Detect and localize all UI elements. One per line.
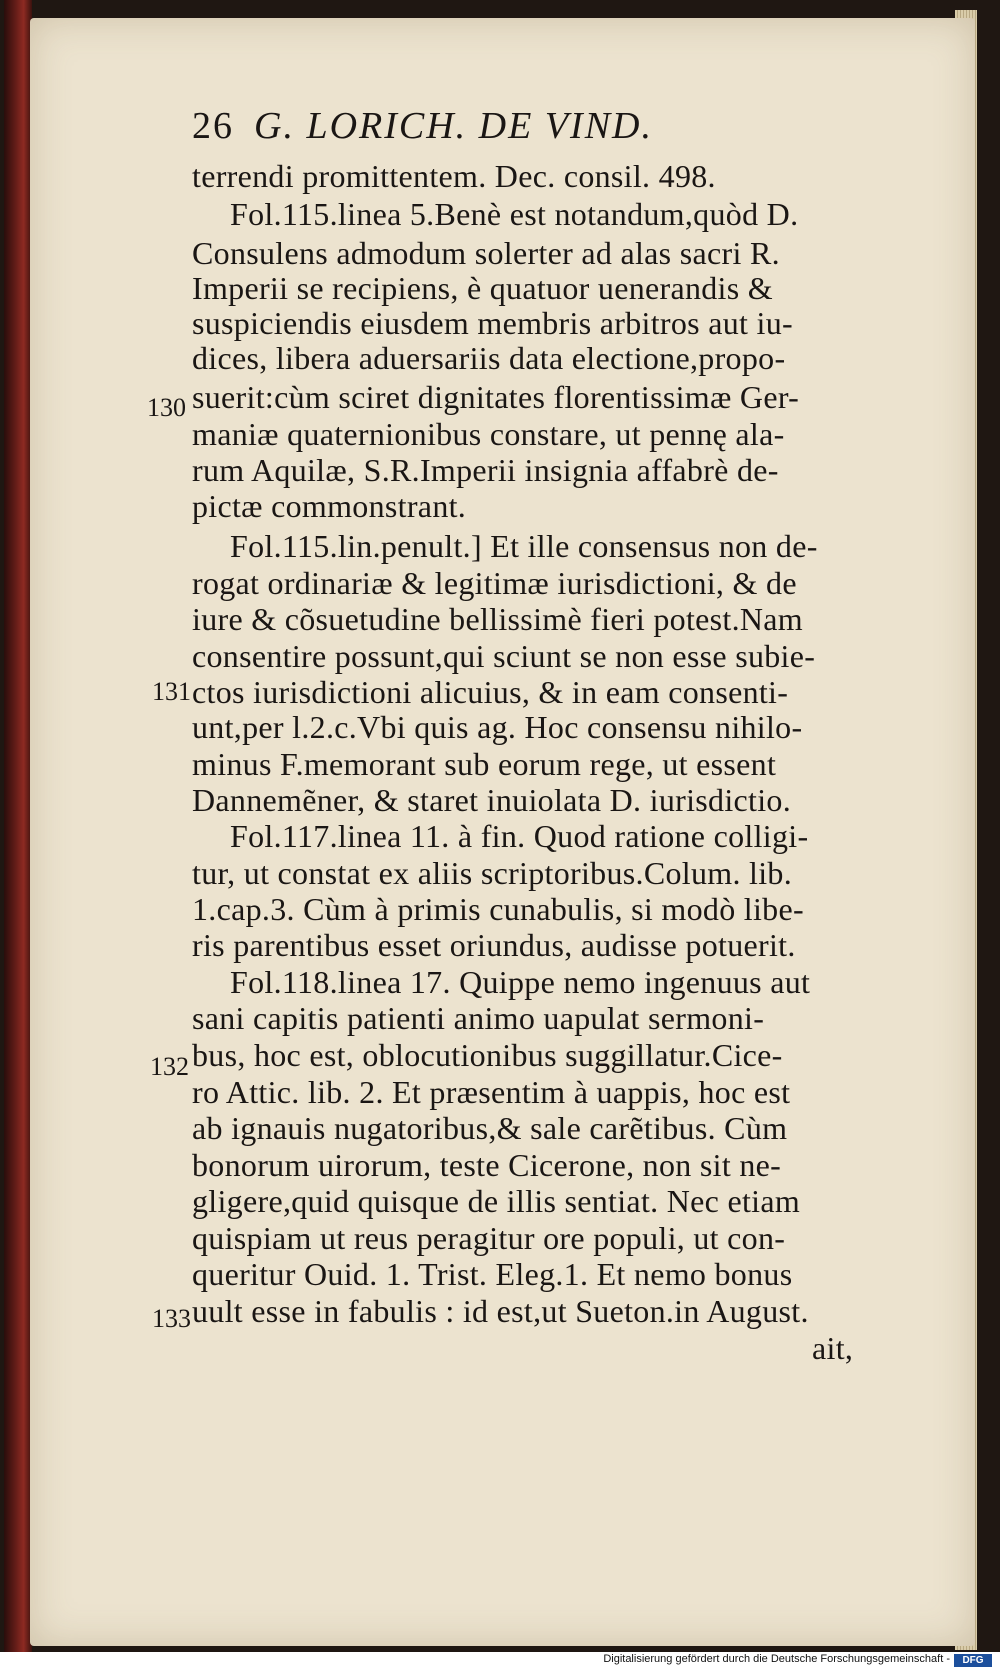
text-line: queritur Ouid. 1. Trist. Eleg.1. Et nemo bonus xyxy=(192,1256,793,1292)
text-line: rogat ordinariæ & legitimæ iurisdictioni, & de xyxy=(192,565,797,601)
dfg-logo: DFG xyxy=(954,1654,992,1667)
text-line: Dannemẽner, & staret inuiolata D. iurisdictio. xyxy=(192,782,792,818)
text-line: gligere,quid quisque de illis sentiat. Nec etiam xyxy=(192,1183,801,1219)
text-line: Fol.115.linea 5.Benè est notandum,quòd D. xyxy=(230,196,799,232)
text-line: Fol.115.lin.penult.] Et ille consensus non de- xyxy=(230,528,818,564)
page-number: 26 xyxy=(192,105,234,147)
text-line: consentire possunt,qui sciunt se non esse subie- xyxy=(192,638,816,674)
text-line: Fol.118.linea 17. Quippe nemo ingenuus aut xyxy=(230,964,811,1000)
margin-number: 132 xyxy=(150,1052,189,1081)
text-line: suspiciendis eiusdem membris arbitros aut iu- xyxy=(192,305,793,341)
text-line: bonorum uirorum, teste Cicerone, non sit ne- xyxy=(192,1147,782,1183)
running-header xyxy=(192,104,832,156)
text-line: terrendi promittentem. Dec. consil. 498. xyxy=(192,158,716,194)
running-title: G. LORICH. DE VIND. xyxy=(254,105,653,147)
text-line: bus, hoc est, oblocutionibus suggillatur.Cice- xyxy=(192,1037,783,1073)
text-line: iure & cõsuetudine bellissimè fieri potest.Nam xyxy=(192,601,803,637)
margin-number: 130 xyxy=(147,393,186,422)
text-line: tur, ut constat ex aliis scriptoribus.Colum. lib. xyxy=(192,855,793,891)
text-line: ro Attic. lib. 2. Et præsentim à uappis, hoc est xyxy=(192,1074,791,1110)
text-line: 1.cap.3. Cùm à primis cunabulis, si modò libe- xyxy=(192,891,804,927)
margin-number: 133 xyxy=(152,1304,191,1333)
text-line: ctos iurisdictioni alicuius, & in eam consenti- xyxy=(192,674,789,710)
text-line: minus F.memorant sub eorum rege, ut essent xyxy=(192,746,777,782)
book-cover-edge xyxy=(4,0,32,1652)
footer-bar xyxy=(0,1652,1000,1670)
margin-number: 131 xyxy=(152,677,191,706)
text-line: Consulens admodum solerter ad alas sacri R. xyxy=(192,235,780,271)
catchword: ait, xyxy=(812,1330,854,1366)
text-line: Fol.117.linea 11. à fin. Quod ratione colligi- xyxy=(230,818,809,854)
text-line: dices, libera aduersariis data electione,propo- xyxy=(192,340,786,376)
funding-credit: Digitalisierung gefördert durch die Deutsche Forschungsgemeinschaft - xyxy=(603,1653,950,1665)
text-line: pictæ commonstrant. xyxy=(192,488,467,524)
text-line: uult esse in fabulis : id est,ut Sueton.in August. xyxy=(192,1293,809,1329)
text-line: quispiam ut reus peragitur ore populi, ut con- xyxy=(192,1220,786,1256)
text-line: ris parentibus esset oriundus, audisse potuerit. xyxy=(192,927,796,963)
text-line: rum Aquilæ, S.R.Imperii insignia affabrè de- xyxy=(192,452,779,488)
text-line: suerit:cùm sciret dignitates florentissimæ Ger- xyxy=(192,379,800,415)
text-line: unt,per l.2.c.Vbi quis ag. Hoc consensu nihilo- xyxy=(192,709,803,745)
text-line: Imperii se recipiens, è quatuor uenerandis & xyxy=(192,270,773,306)
text-line: maniæ quaternionibus constare, ut pennę ala- xyxy=(192,416,785,452)
text-line: sani capitis patienti animo uapulat sermoni- xyxy=(192,1000,765,1036)
text-line: ab ignauis nugatoribus,& sale carẽtibus. Cùm xyxy=(192,1110,788,1146)
